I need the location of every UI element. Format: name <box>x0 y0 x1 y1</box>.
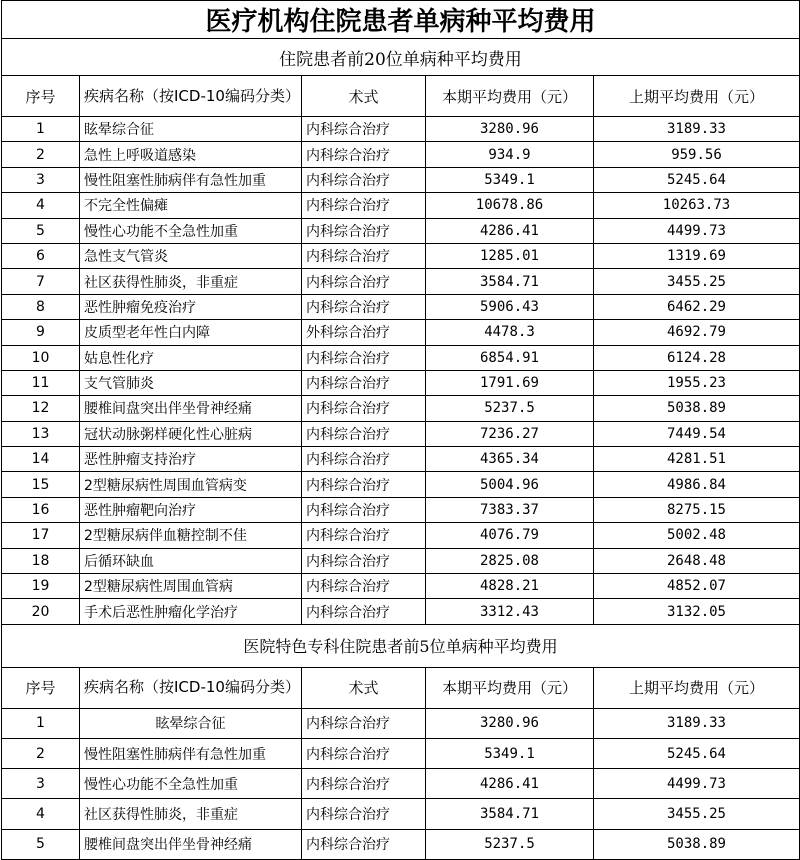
section2-subtitle: 医院特色专科住院患者前5位单病种平均费用 <box>2 624 800 667</box>
row-previous-cost: 5002.48 <box>594 523 800 548</box>
row-index: 4 <box>2 193 80 218</box>
row-disease-name: 慢性阻塞性肺病伴有急性加重 <box>80 167 302 192</box>
table-row <box>2 523 800 548</box>
row-disease-name: 冠状动脉粥样硬化性心脏病 <box>80 421 302 446</box>
row-current-cost: 3584.71 <box>426 799 594 829</box>
section2-header-row <box>2 667 800 708</box>
row-previous-cost: 1319.69 <box>594 243 800 268</box>
row-previous-cost: 5245.64 <box>594 739 800 769</box>
table-row <box>2 497 800 522</box>
row-previous-cost: 3189.33 <box>594 117 800 142</box>
row-disease-name: 2型糖尿病性周围血管病变 <box>80 472 302 497</box>
title-row <box>2 1 800 39</box>
row-procedure: 内科综合治疗 <box>302 447 426 472</box>
row-index: 9 <box>2 320 80 345</box>
section1-header-row <box>2 76 800 117</box>
header-disease-name: 疾病名称（按ICD-10编码分类） <box>80 76 302 117</box>
row-index: 5 <box>2 829 80 859</box>
row-previous-cost: 4499.73 <box>594 769 800 799</box>
row-previous-cost: 3455.25 <box>594 269 800 294</box>
row-current-cost: 4286.41 <box>426 769 594 799</box>
table-row <box>2 243 800 268</box>
row-procedure: 内科综合治疗 <box>302 269 426 294</box>
row-index: 15 <box>2 472 80 497</box>
row-disease-name: 急性上呼吸道感染 <box>80 142 302 167</box>
section1-subtitle-row <box>2 39 800 76</box>
row-disease-name: 腰椎间盘突出伴坐骨神经痛 <box>80 829 302 859</box>
row-procedure: 内科综合治疗 <box>302 117 426 142</box>
header-disease-name: 疾病名称（按ICD-10编码分类） <box>80 667 302 708</box>
row-procedure: 内科综合治疗 <box>302 142 426 167</box>
row-disease-name: 后循环缺血 <box>80 548 302 573</box>
row-index: 10 <box>2 345 80 370</box>
header-procedure: 术式 <box>302 667 426 708</box>
row-procedure: 内科综合治疗 <box>302 396 426 421</box>
row-current-cost: 3312.43 <box>426 599 594 624</box>
row-procedure: 内科综合治疗 <box>302 421 426 446</box>
row-procedure: 内科综合治疗 <box>302 167 426 192</box>
row-previous-cost: 1955.23 <box>594 370 800 395</box>
row-previous-cost: 959.56 <box>594 142 800 167</box>
row-disease-name: 急性支气管炎 <box>80 243 302 268</box>
row-previous-cost: 4499.73 <box>594 218 800 243</box>
row-current-cost: 2825.08 <box>426 548 594 573</box>
header-index: 序号 <box>2 667 80 708</box>
row-disease-name: 慢性心功能不全急性加重 <box>80 218 302 243</box>
section1-subtitle: 住院患者前20位单病种平均费用 <box>2 39 800 76</box>
row-index: 2 <box>2 142 80 167</box>
row-index: 1 <box>2 117 80 142</box>
row-previous-cost: 4852.07 <box>594 574 800 599</box>
row-procedure: 内科综合治疗 <box>302 739 426 769</box>
table-row <box>2 396 800 421</box>
row-previous-cost: 5245.64 <box>594 167 800 192</box>
row-previous-cost: 3132.05 <box>594 599 800 624</box>
row-current-cost: 5237.5 <box>426 396 594 421</box>
table-row <box>2 294 800 319</box>
row-disease-name: 慢性心功能不全急性加重 <box>80 769 302 799</box>
row-current-cost: 3280.96 <box>426 708 594 738</box>
table-row <box>2 167 800 192</box>
table-row <box>2 269 800 294</box>
table-row <box>2 472 800 497</box>
row-index: 7 <box>2 269 80 294</box>
row-disease-name: 恶性肿瘤靶向治疗 <box>80 497 302 522</box>
row-disease-name: 恶性肿瘤支持治疗 <box>80 447 302 472</box>
row-disease-name: 眩晕综合征 <box>80 708 302 738</box>
row-index: 20 <box>2 599 80 624</box>
row-disease-name: 慢性阻塞性肺病伴有急性加重 <box>80 739 302 769</box>
row-disease-name: 2型糖尿病伴血糖控制不佳 <box>80 523 302 548</box>
row-current-cost: 6854.91 <box>426 345 594 370</box>
row-procedure: 内科综合治疗 <box>302 599 426 624</box>
row-disease-name: 不完全性偏瘫 <box>80 193 302 218</box>
row-procedure: 内科综合治疗 <box>302 193 426 218</box>
row-disease-name: 社区获得性肺炎，非重症 <box>80 799 302 829</box>
row-disease-name: 腰椎间盘突出伴坐骨神经痛 <box>80 396 302 421</box>
table-row <box>2 708 800 738</box>
section2-subtitle-row <box>2 624 800 667</box>
header-procedure: 术式 <box>302 76 426 117</box>
row-procedure: 内科综合治疗 <box>302 769 426 799</box>
row-current-cost: 7383.37 <box>426 497 594 522</box>
header-previous-cost: 上期平均费用（元） <box>594 667 800 708</box>
row-index: 14 <box>2 447 80 472</box>
table-row <box>2 739 800 769</box>
row-index: 17 <box>2 523 80 548</box>
row-procedure: 外科综合治疗 <box>302 320 426 345</box>
row-procedure: 内科综合治疗 <box>302 574 426 599</box>
row-index: 5 <box>2 218 80 243</box>
row-disease-name: 皮质型老年性白内障 <box>80 320 302 345</box>
row-current-cost: 5906.43 <box>426 294 594 319</box>
row-previous-cost: 6124.28 <box>594 345 800 370</box>
table-row <box>2 218 800 243</box>
row-procedure: 内科综合治疗 <box>302 829 426 859</box>
header-current-cost: 本期平均费用（元） <box>426 76 594 117</box>
row-previous-cost: 6462.29 <box>594 294 800 319</box>
row-current-cost: 1791.69 <box>426 370 594 395</box>
row-current-cost: 934.9 <box>426 142 594 167</box>
row-index: 16 <box>2 497 80 522</box>
row-index: 4 <box>2 799 80 829</box>
row-disease-name: 社区获得性肺炎，非重症 <box>80 269 302 294</box>
row-current-cost: 4478.3 <box>426 320 594 345</box>
row-procedure: 内科综合治疗 <box>302 799 426 829</box>
row-current-cost: 5349.1 <box>426 167 594 192</box>
row-index: 11 <box>2 370 80 395</box>
row-index: 2 <box>2 739 80 769</box>
row-disease-name: 支气管肺炎 <box>80 370 302 395</box>
table-row <box>2 320 800 345</box>
row-index: 1 <box>2 708 80 738</box>
row-previous-cost: 3189.33 <box>594 708 800 738</box>
table-row <box>2 117 800 142</box>
row-current-cost: 5237.5 <box>426 829 594 859</box>
row-previous-cost: 10263.73 <box>594 193 800 218</box>
row-index: 19 <box>2 574 80 599</box>
row-previous-cost: 8275.15 <box>594 497 800 522</box>
row-procedure: 内科综合治疗 <box>302 218 426 243</box>
header-index: 序号 <box>2 76 80 117</box>
row-procedure: 内科综合治疗 <box>302 294 426 319</box>
row-current-cost: 7236.27 <box>426 421 594 446</box>
row-current-cost: 3280.96 <box>426 117 594 142</box>
row-current-cost: 5349.1 <box>426 739 594 769</box>
row-previous-cost: 2648.48 <box>594 548 800 573</box>
row-procedure: 内科综合治疗 <box>302 345 426 370</box>
fee-table <box>1 0 800 860</box>
table-row <box>2 574 800 599</box>
row-disease-name: 眩晕综合征 <box>80 117 302 142</box>
row-procedure: 内科综合治疗 <box>302 548 426 573</box>
row-previous-cost: 5038.89 <box>594 829 800 859</box>
row-previous-cost: 3455.25 <box>594 799 800 829</box>
table-row <box>2 447 800 472</box>
row-disease-name: 恶性肿瘤免疫治疗 <box>80 294 302 319</box>
page-title: 医疗机构住院患者单病种平均费用 <box>2 1 800 39</box>
row-disease-name: 手术后恶性肿瘤化学治疗 <box>80 599 302 624</box>
header-current-cost: 本期平均费用（元） <box>426 667 594 708</box>
row-index: 8 <box>2 294 80 319</box>
row-index: 18 <box>2 548 80 573</box>
row-current-cost: 4286.41 <box>426 218 594 243</box>
table-row <box>2 829 800 859</box>
row-index: 3 <box>2 167 80 192</box>
table-row <box>2 599 800 624</box>
row-procedure: 内科综合治疗 <box>302 497 426 522</box>
row-procedure: 内科综合治疗 <box>302 370 426 395</box>
table-row <box>2 769 800 799</box>
row-index: 6 <box>2 243 80 268</box>
row-procedure: 内科综合治疗 <box>302 523 426 548</box>
row-current-cost: 10678.86 <box>426 193 594 218</box>
table-row <box>2 799 800 829</box>
row-procedure: 内科综合治疗 <box>302 472 426 497</box>
row-current-cost: 4828.21 <box>426 574 594 599</box>
row-current-cost: 4076.79 <box>426 523 594 548</box>
row-index: 3 <box>2 769 80 799</box>
table-row <box>2 345 800 370</box>
table-row <box>2 421 800 446</box>
row-disease-name: 2型糖尿病性周围血管病 <box>80 574 302 599</box>
row-procedure: 内科综合治疗 <box>302 708 426 738</box>
row-current-cost: 4365.34 <box>426 447 594 472</box>
row-current-cost: 1285.01 <box>426 243 594 268</box>
table-row <box>2 370 800 395</box>
row-previous-cost: 4692.79 <box>594 320 800 345</box>
table-row <box>2 193 800 218</box>
row-previous-cost: 4281.51 <box>594 447 800 472</box>
row-index: 13 <box>2 421 80 446</box>
row-index: 12 <box>2 396 80 421</box>
row-current-cost: 5004.96 <box>426 472 594 497</box>
row-previous-cost: 4986.84 <box>594 472 800 497</box>
table-row <box>2 142 800 167</box>
header-previous-cost: 上期平均费用（元） <box>594 76 800 117</box>
row-disease-name: 姑息性化疗 <box>80 345 302 370</box>
row-previous-cost: 5038.89 <box>594 396 800 421</box>
row-previous-cost: 7449.54 <box>594 421 800 446</box>
row-procedure: 内科综合治疗 <box>302 243 426 268</box>
table-row <box>2 548 800 573</box>
row-current-cost: 3584.71 <box>426 269 594 294</box>
